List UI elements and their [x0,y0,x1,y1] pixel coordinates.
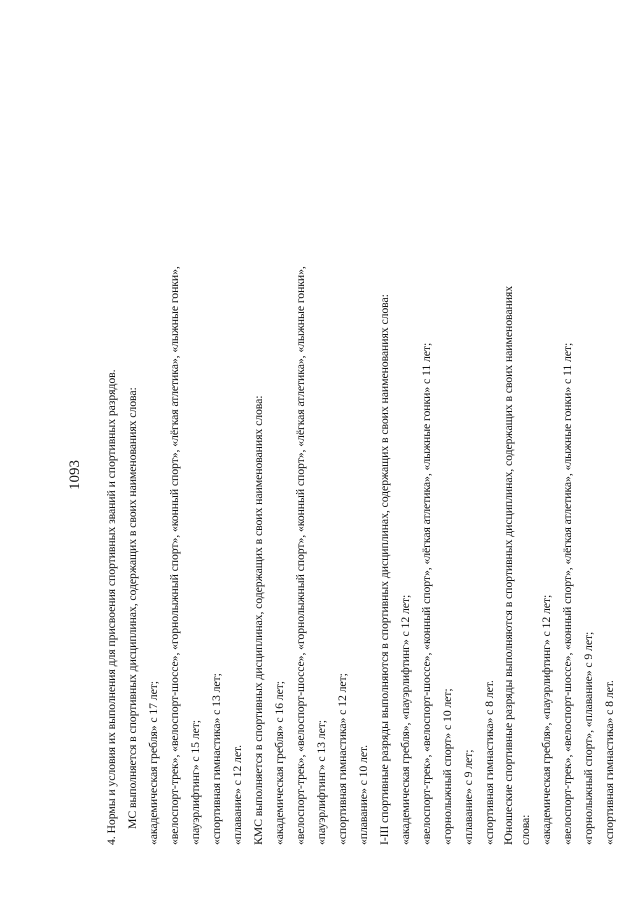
ranks-1-3-item: «велоспорт-трек», «велоспорт-шоссе», «конный спорт», «лёгкая атлетика», «лыжные гонки» с 11 лет; [419,342,433,845]
youth-item: «велоспорт-трек», «велоспорт-шоссе», «конный спорт», «лёгкая атлетика», «лыжные гонки» с 11 лет; [560,342,574,845]
ms-item: «спортивная гимнастика» с 13 лет; [209,673,223,845]
ranks-1-3-item: «плавание» с 9 лет; [461,749,475,845]
youth-intro: Юношеские спортивные разряды выполняются в спортивных дисциплинах, содержащих в своих наименованиях [501,285,515,845]
kms-item: «велоспорт-трек», «велоспорт-шоссе», «горнолыжный спорт», «конный спорт», «лёгкая атлетика», «лыжные гонки», [293,266,307,845]
kms-item: «пауэрлифтинг» с 13 лет; [314,720,328,845]
section-heading: 4. Нормы и условия их выполнения для присвоения спортивных званий и спортивных разрядов. [104,369,118,845]
kms-item: «спортивная гимнастика» с 12 лет; [335,673,349,845]
ms-item: «пауэрлифтинг» с 15 лет; [188,720,202,845]
ranks-1-3-item: «академическая гребля», «пауэрлифтинг» с 12 лет; [398,594,412,845]
ms-item: «велоспорт-трек», «велоспорт-шоссе», «горнолыжный спорт», «конный спорт», «лёгкая атлетика», «лыжные гонки», [167,266,181,845]
ms-intro: МС выполняется в спортивных дисциплинах, содержащих в своих наименованиях слова: [125,387,139,829]
youth-item: «академическая гребля», «пауэрлифтинг» с 12 лет; [539,594,553,845]
ranks-1-3-item: «горнолыжный спорт» с 10 лет; [440,688,454,845]
page-number: 1093 [67,460,83,490]
youth-item: «спортивная гимнастика» с 8 лет. [602,680,616,845]
youth-intro-continued: слова: [518,814,532,845]
youth-item: «горнолыжный спорт», «плавание» с 9 лет; [581,631,595,845]
rotated-content [60,105,620,845]
kms-intro: КМС выполняется в спортивных дисциплинах, содержащих в своих наименованиях слова: [251,395,265,845]
ms-item: «плавание» с 12 лет. [230,745,244,845]
ranks-1-3-item: «спортивная гимнастика» с 8 лет. [482,680,496,845]
ms-item: «академическая гребля» с 17 лет; [146,681,160,845]
kms-item: «академическая гребля» с 16 лет; [272,681,286,845]
kms-item: «плавание» с 10 лет. [356,745,370,845]
ranks-1-3-intro: I-III спортивные разряды выполняются в спортивных дисциплинах, содержащих в своих наименованиях слова: [377,294,391,845]
